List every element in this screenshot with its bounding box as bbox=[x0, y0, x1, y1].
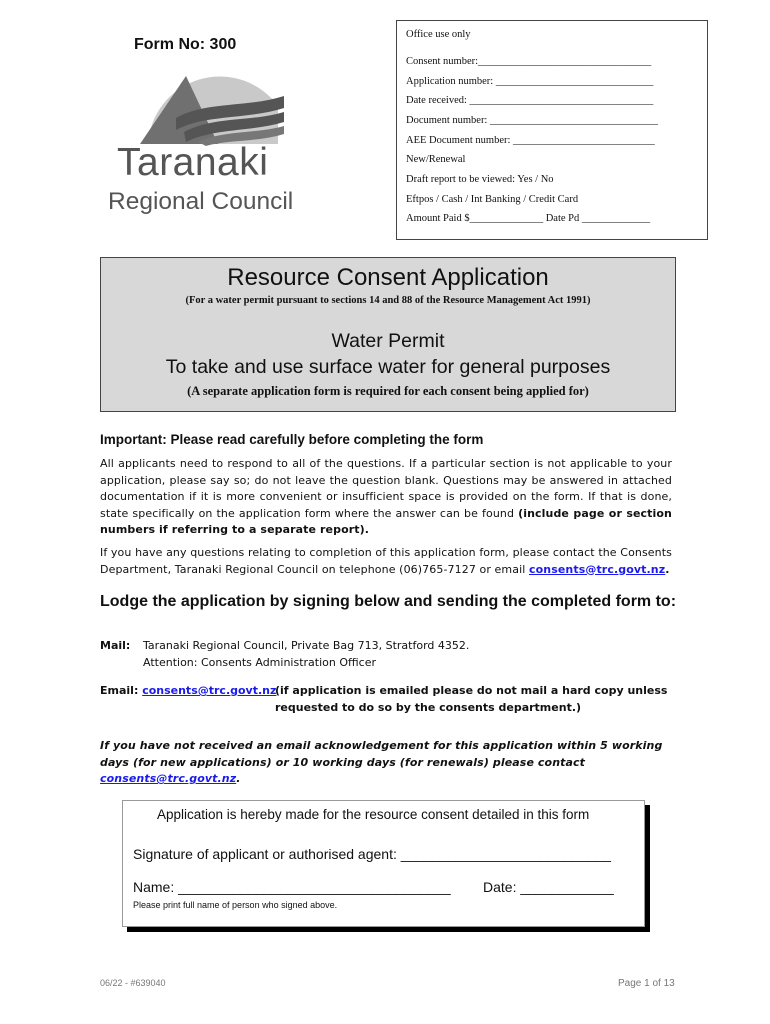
name-field[interactable]: Name: ___________________________________ bbox=[133, 879, 451, 895]
logo-text-taranaki: Taranaki bbox=[117, 141, 269, 184]
separate-form-note: (A separate application form is required for each consent being applied for) bbox=[187, 384, 589, 398]
footer-document-id: 06/22 - #639040 bbox=[100, 978, 166, 988]
title-box bbox=[100, 257, 676, 412]
permit-title bbox=[101, 328, 675, 380]
acknowledgement-period: . bbox=[236, 772, 241, 785]
form-number: Form No: 300 bbox=[134, 36, 237, 53]
aee-document-number-field: AEE Document number: ___________________________ bbox=[406, 135, 655, 146]
new-renewal-field: New/Renewal bbox=[406, 154, 466, 165]
email-note-line2: requested to do so by the consents department.) bbox=[275, 701, 582, 714]
signature-box bbox=[122, 800, 645, 927]
important-heading: Important: Please read carefully before completing the form bbox=[100, 432, 484, 447]
amount-paid-field: Amount Paid $______________ Date Pd _____________ bbox=[406, 213, 651, 224]
print-name-note: Please print full name of person who signed above. bbox=[133, 900, 338, 910]
acknowledgement-email-link[interactable]: consents@trc.govt.nz bbox=[100, 772, 237, 785]
signature-field[interactable]: Signature of applicant or authorised agent: ___________________________ bbox=[133, 846, 611, 862]
mail-address-line2: Attention: Consents Administration Officer bbox=[143, 656, 376, 669]
page-number: Page 1 of 13 bbox=[618, 978, 675, 989]
permit-title-line2: To take and use surface water for general purposes bbox=[165, 356, 611, 378]
office-use-box bbox=[396, 20, 708, 240]
contact-paragraph bbox=[100, 545, 672, 578]
contact-email-link[interactable]: consents@trc.govt.nz bbox=[529, 562, 666, 576]
contact-period: . bbox=[665, 562, 670, 576]
instructions-paragraph bbox=[100, 456, 672, 539]
draft-report-field: Draft report to be viewed: Yes / No bbox=[406, 174, 554, 185]
permit-title-line1: Water Permit bbox=[331, 330, 445, 352]
page-title: Resource Consent Application bbox=[227, 264, 549, 291]
instructions-bold-text: (include page or section numbers if referring to a separate report). bbox=[100, 506, 672, 536]
lodge-email-link[interactable]: consents@trc.govt.nz bbox=[142, 684, 277, 697]
office-use-title: Office use only bbox=[406, 29, 471, 40]
lodge-heading: Lodge the application by signing below and sending the completed form to: bbox=[100, 593, 677, 610]
mail-label: Mail: bbox=[100, 639, 131, 652]
date-received-field: Date received: ___________________________________ bbox=[406, 95, 654, 106]
acknowledgement-text: If you have not received an email acknowledgement for this application within 5 working days (for new applications) or 10 working days (for renewals) please contact bbox=[100, 739, 663, 769]
date-field[interactable]: Date: ____________ bbox=[483, 879, 614, 895]
contact-text: If you have any questions relating to completion of this application form, please contact the Consents Department, Taranaki Regional Council on telephone (06)765-7127 or email bbox=[100, 546, 672, 576]
email-label: Email: bbox=[100, 684, 139, 697]
logo-text-regional-council: Regional Council bbox=[108, 188, 294, 215]
mail-address-line1: Taranaki Regional Council, Private Bag 713, Stratford 4352. bbox=[143, 639, 470, 652]
application-statement: Application is hereby made for the resource consent detailed in this form bbox=[157, 807, 590, 822]
instructions-text: All applicants need to respond to all of the questions. If a particular section is not applicable to your application, please say so; do not leave the question blank. Questions may be answered in attached documentation if it is more convenient or insufficient space is provided on the form. If that is done, state specifically on the application form where the answer can be found bbox=[100, 457, 672, 520]
payment-method-field: Eftpos / Cash / Int Banking / Credit Card bbox=[406, 194, 579, 205]
title-subtitle: (For a water permit pursuant to sections 14 and 88 of the Resource Management Act 1991) bbox=[185, 295, 591, 306]
consent-number-field: Consent number:_________________________________ bbox=[406, 56, 652, 67]
email-lodge-row bbox=[100, 684, 276, 697]
acknowledgement-paragraph bbox=[100, 738, 672, 788]
application-number-field: Application number: ______________________________ bbox=[406, 76, 654, 87]
email-note-line1: (if application is emailed please do not mail a hard copy unless bbox=[275, 684, 668, 697]
document-number-field: Document number: ________________________________ bbox=[406, 115, 658, 126]
